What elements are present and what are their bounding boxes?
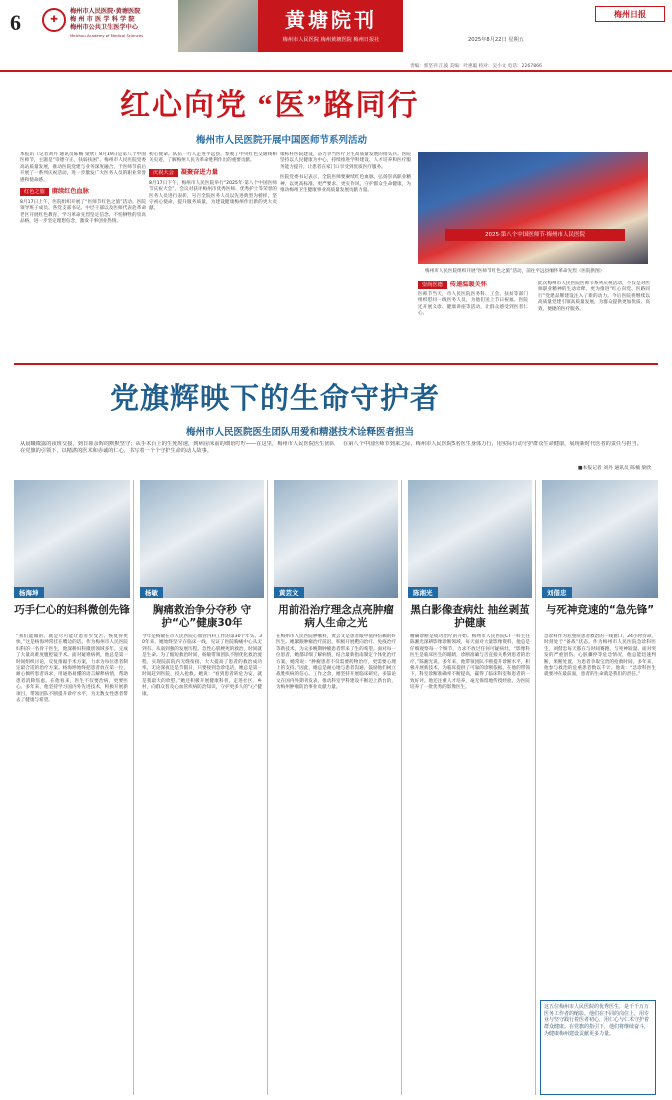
newspaper-brand: 梅州日报 — [595, 6, 665, 22]
column-divider — [267, 480, 268, 1095]
hospital-line-1: 梅州市人民医院·黄塘医院 — [70, 8, 141, 15]
doctor-name: 杨敏 — [140, 587, 163, 598]
article1-col1b-text: 8月17日上午，医院组织开展了“医师节红色之旅”活动。医院领导班子成员、各党支部书记、中层干部以及医师代表赴革命老区开展红色教育，学习革命先烈坚定信念、不怕牺牲的崇高品格，进一步坚定理想信念，激发干事创业热情。 — [20, 200, 146, 225]
header-building-photo — [178, 0, 258, 52]
article1-subhead-red-tour — [20, 188, 146, 196]
article1-photo-caption: 梅州市人民医院组织开展“医师节红色之旅”活动，前往平远县缅怀革命先烈（医院供图） — [425, 269, 605, 274]
article1-subheadline: 梅州市人民医院开展中国医师节系列活动 — [196, 135, 368, 146]
article2-subheadline: 梅州市人民医院医生团队用爱和精湛技术诠释医者担当 — [186, 427, 415, 438]
article1-col4-text: 医师节当天，市人民医院医务科、工会、扶贫等部门组织慰问一线医务人员，为他们送上节日祝福。医院还开展义诊、健康讲座等活动，让群众感受到医者仁心。 — [418, 292, 528, 317]
column-divider — [401, 480, 402, 1095]
article1-group-photo — [418, 152, 648, 264]
hospital-logo-icon: ✚ — [42, 8, 66, 32]
subhead-badge: 庆祝大会 — [149, 169, 178, 177]
hospital-line-2: 梅 州 市 医 学 科 学 院 — [70, 16, 135, 24]
subhead-text: 凝聚奋进力量 — [180, 168, 218, 176]
section-body-yang-haikun: “我们能做的，就是尽可能让患者少受苦、恢复得更快。”这是杨海坤常挂在嘴边的话。作为梅州市人民医院妇科的一名骨干医生，他深耕妇科微创领域多年，完成了大量高难度腹腔镜手术。面对疑难病例，他总是第一时间组织讨论，反复推敲手术方案，力求为每位患者制定最合适的治疗方案。杨海坤始终把患者放在第一位，耐心倾听患者诉求，用通俗易懂的语言解释病情，帮助患者消除焦虑。在他看来，医生不仅要治病，更要医心。多年来，他坚持学习国内外先进技术，积极开展新项目，带领团队不断提升诊疗水平，为无数女性患者带去了健康与希望。 — [16, 634, 128, 704]
article1-column-2 — [149, 152, 277, 352]
issue-date: 2025年8月22日 星期五 — [468, 37, 524, 43]
article1-headline: 红心向党 “医”路同行 — [120, 89, 420, 122]
article1-col3-text: 康标杆医院建设，奋力争当医疗卫生高质量发展的排头兵。医院坚持以人民健康为中心，持续推进学科建设、人才培养和医疗服务能力提升，让患者在家门口享受到优质医疗服务。 — [280, 152, 411, 170]
doctor-photo-yang-min — [140, 480, 264, 598]
doctor-name: 刘偕忠 — [542, 587, 572, 598]
article1-col3b-text: 医院党委书记表示，全院医师要赓续红色血脉，弘扬崇高职业精神，以更高标准、更严要求、更实作风，守护群众生命健康，为推动梅州卫生健康事业高质量发展贡献力量。 — [280, 175, 411, 194]
article-divider — [14, 363, 658, 365]
doctor-name: 黄芸文 — [274, 587, 304, 598]
hospital-names — [70, 8, 140, 33]
subhead-badge: 红色之旅 — [20, 188, 49, 196]
column-divider — [535, 480, 536, 1095]
article1-col2-text: 初心使命。队伍一行人走进平远县，参观了中央红色交通线相关史迹，了解梅州人民为革命胜利作出的重要贡献。 — [149, 152, 277, 164]
article2-headline: 党旗辉映下的生命守护者 — [110, 383, 441, 415]
header-divider — [0, 70, 672, 72]
article1-column-3 — [280, 152, 411, 352]
page-header — [0, 0, 672, 60]
section-title-huang-yunwen: 用前沿治疗理念点亮肿瘤病人生命之光 — [278, 604, 394, 629]
article2-byline: ■本报记者 刘丹 通讯员 陈楠 梁欣 — [578, 466, 651, 471]
column-divider — [133, 480, 134, 1095]
article1-subhead-celebration — [149, 169, 277, 177]
section-body-huang-yunwen: 在梅州市人民医院肿瘤科，黄芸文是患者眼中值得信赖的好医生。她紧跟肿瘤治疗前沿，积极开展靶向治疗、免疫治疗等新技术，为众多晚期肿瘤患者带来了生的希望。面对每一位患者，她都详细了解病情，结合最新指南制定个体化治疗方案。她常说：“肿瘤患者不仅需要药物治疗，更需要心理上的支持。”因此，她总是耐心地与患者沟通，鼓励他们树立战胜疾病的信心。工作之余，她坚持开展临床研究，多篇论文在国内外期刊发表，推动科室学科建设不断迈上新台阶，为梅州肿瘤防治事业贡献力量。 — [276, 634, 396, 691]
subhead-badge: 崇尚医德 — [418, 281, 447, 289]
section-title-chen-xiangguang: 黑白影像查病灶 抽丝剥茧护健康 — [410, 604, 530, 629]
article2-lead-1: 从晨曦微露的夜班交接，到日暮余晖的默默坚守；从手术台上的生死时速，到病房床前的细语叮咛——在这里，梅州市人民医院医生团队在党旗的引领下，以精湛的医术和赤诚的仁心，书写着一个个守护生命的动人故事。 — [20, 441, 335, 454]
section-subtitle: 梅州市人民医院 梅州黄塘医院 梅州日报社 — [282, 37, 380, 43]
section-title-liu-xiezhong: 与死神竞速的“急先锋” — [545, 604, 655, 616]
article1-col5-text: 此次梅州市人民医院医师节系列庆祝活动，不仅是对医师职业精神的生动诠释，更为推进“红心向党、医路同行”党建品牌建设注入了新的动力。今后医院将继续以高质量党建引领高质量发展，为群众提供更加优质、高效、便捷的医疗服务。 — [538, 281, 650, 312]
article1-column-4 — [418, 281, 528, 356]
doctor-photo-huang-yunwen — [274, 480, 398, 598]
section-title: 黄塘院刊 — [285, 10, 377, 32]
editor-credits: 责编：郭坚刊 江波 美编：叶惠聪 校对：吴小文 电话：2267866 — [410, 64, 542, 69]
article1-column-1 — [20, 152, 146, 352]
article1-col1-text: 本报讯（记者刘丹 通讯员陈楠 梁欣）8月19日是第八个中国医师节，主题是“崇德守正，扶弱扶困”。梅州市人民医院党委高站质量发展，推动医院党建与业务深度融合，于医师节前后开展了一系列庆祝活动，进一步激发广大医务人员的职业荣誉感和使命感。 — [20, 152, 146, 183]
section-body-liu-xiezhong: 急诊科作为危重症患者救治的一线窗口，24小时待命，时刻处于“备战”状态。作为梅州市人民医院急诊科医生，刘偕忠每天都在与时间赛跑，与死神较量。面对突发的严重创伤、心脏骤停等危急情况，他总能迅速判断，果断处置，为患者争取宝贵的抢救时间。多年来，他参与救治的危重患者数以千计。他说：“急诊科医生就要冲在最前面，患者的生命就是我们的责任。” — [544, 634, 656, 678]
subhead-text: 传递温暖关怀 — [449, 281, 487, 288]
section-body-chen-xiangguang: 精确诊断是成功治疗的开始。梅州市人民医院CT一科主任陈湘光深耕影像诊断领域，每天面对大量影像资料，他总是仔细观察每一个细节，力求不放过任何可疑病灶。“影像科医生是临床医生的眼睛，诊断准确与否直接关系到患者的治疗。”陈湘光说。多年来，他带领团队不断提升诊断水平，积极开展新技术，为临床提供了可靠的诊断依据。在他的带领下，科室诊断准确率不断提高，赢得了临床科室和患者的一致好评。他还注重人才培养，毫无保留地传授经验，为医院培养了一批优秀的影像医生。 — [410, 634, 530, 691]
hospital-english-name: Meizhou Academy of Medical Sciences — [70, 33, 144, 38]
subhead-text: 赓续红色血脉 — [51, 187, 89, 195]
doctor-photo-chen-xiangguang — [408, 480, 532, 598]
article1-subhead-ethics — [418, 281, 528, 289]
article1-column-5 — [538, 281, 650, 356]
article2-closing-box: 这五位梅州市人民医院的优秀医生，是千千万万医务工作者的缩影。他们在不同的岗位上，用专业与坚守践行着医者初心，用仁心与仁术守护着群众健康。在党旗的指引下，他们将继续奋斗，为健康梅州建设贡献更多力量。 — [540, 1000, 656, 1095]
article1-col2b-text: 8月17日下午，梅州市人民医院举行“2025年·第八个中国医师节庆祝大会”。会议对获评梅州市优秀医师、优秀护士等荣誉的医务人员进行表彰，号召全院医务人员以先进典型为榜样，坚守初心使命，提升服务质量，为建设健康梅州作出新的更大贡献。 — [149, 180, 277, 212]
doctor-name: 杨海坤 — [14, 587, 44, 598]
doctor-name: 陈湘光 — [408, 587, 438, 598]
hospital-line-3: 梅州市公共卫生医学中心 — [70, 24, 139, 32]
doctor-photo-yang-haikun — [14, 480, 130, 598]
section-title-yang-min: 胸痛救治争分夺秒 守护“心”健康30年 — [152, 604, 252, 629]
section-title-yang-haikun: 巧手仁心的妇科微创先锋 — [14, 604, 130, 616]
section-body-yang-min: 今年是杨敏在市人民医院心血管内科工作的第30个年头。30年来，她始终坚守在临床一线，见证了医院胸痛中心从无到有、从弱到强的发展历程。急性心肌梗死的救治，时间就是生命。为了缩短救治时间，杨敏带领团队不断优化救治流程，实现院前院内无缝衔接，大大提高了患者的救治成功率。无论深夜还是节假日，只要接到急诊电话，她总是第一时间赶到医院，投入抢救。她说：“看到患者转危为安，就是我最大的欣慰。”她还积极开展健康科普，走进社区、乡村，向群众普及心血管疾病防治知识，守护更多人的“心”健康。 — [142, 634, 262, 697]
photo-banner-text: 2025·第八个中国医师节·梅州市人民医院 — [445, 229, 625, 241]
doctor-photo-liu-xiezhong — [542, 480, 658, 598]
article2-lead-2: 在第八个中国医师节到来之际，梅州市人民医院5名医生身体力行，用实际行动守护群众生命健康，展现新时代医者的责任与担当。 — [343, 441, 642, 447]
page-number: 6 — [10, 10, 21, 35]
